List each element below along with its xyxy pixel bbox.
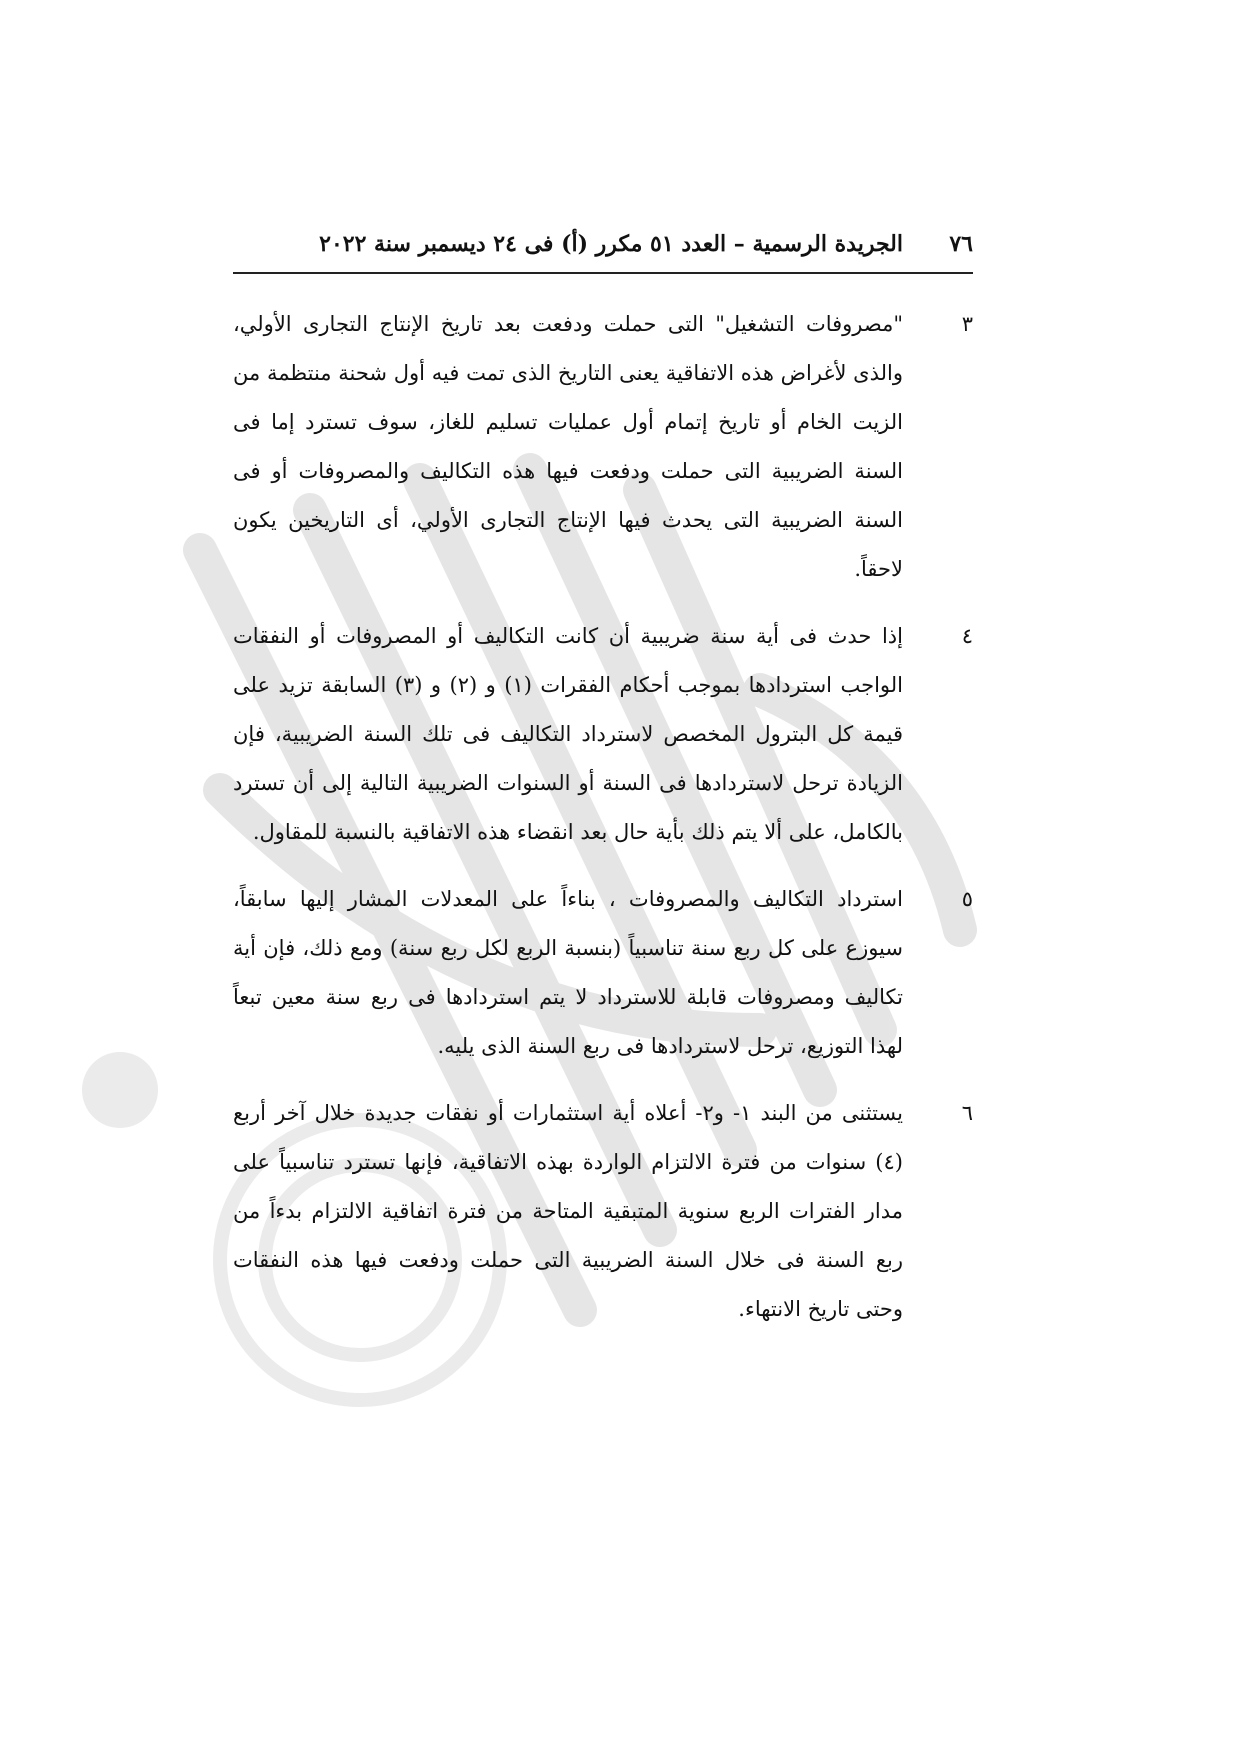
- gazette-title: الجريدة الرسمية – العدد ٥١ مكرر (أ) فى ٢٤ ديسمبر سنة ٢٠٢٢: [319, 231, 903, 257]
- clause-text: يستثنى من البند ١- و٢- أعلاه أية استثمارات أو نفقات جديدة خلال آخر أربع (٤) سنوات من فترة الالتزام الواردة بهذه الاتفاقية، فإنها تسترد تناسبياً على مدار الفترات الربع سنوية المتبقية المتاحة من فترة اتفاقية الالتزام بدءاً من ربع السنة فى خلال السنة الضريبية التى حملت ودفعت فيها هذه النفقات وحتى تاريخ الانتهاء.: [233, 1101, 903, 1321]
- clause-number: ٦: [961, 1101, 973, 1125]
- page-header: [233, 224, 973, 268]
- clause-number: ٣: [961, 312, 973, 336]
- clause-number: ٥: [961, 887, 973, 911]
- clause-item: [233, 875, 973, 1071]
- clause-text: "مصروفات التشغيل" التى حملت ودفعت بعد تاريخ الإنتاج التجارى الأولي، والذى لأغراض هذه الاتفاقية يعنى التاريخ الذى تمت فيه أول شحنة منتظمة من الزيت الخام أو تاريخ إتمام أول عمليات تسليم للغاز، سوف تسترد إما فى السنة الضريبية التى حملت ودفعت فيها هذه التكاليف والمصروفات أو فى السنة الضريبية التى يحدث فيها الإنتاج التجارى الأولي، أى التاريخين يكون لاحقاً.: [233, 312, 903, 581]
- clause-item: [233, 612, 973, 857]
- header-divider: [233, 272, 973, 274]
- clause-text: إذا حدث فى أية سنة ضريبية أن كانت التكاليف أو المصروفات أو النفقات الواجب استردادها بموجب أحكام الفقرات (١) و (٢) و (٣) السابقة تزيد على قيمة كل البترول المخصص لاسترداد التكاليف فى تلك السنة الضريبية، فإن الزيادة ترحل لاستردادها فى السنة أو السنوات الضريبية التالية إلى أن تسترد بالكامل، على ألا يتم ذلك بأية حال بعد انقضاء هذه الاتفاقية بالنسبة للمقاول.: [233, 624, 903, 844]
- clauses-list: [233, 300, 973, 1352]
- page-number: ٧٦: [949, 231, 973, 257]
- clause-item: [233, 1089, 973, 1334]
- clause-item: [233, 300, 973, 594]
- clause-number: ٤: [961, 624, 973, 648]
- clause-text: استرداد التكاليف والمصروفات ، بناءاً على المعدلات المشار إليها سابقاً، سيوزع على كل ربع سنة تناسبياً (بنسبة الربع لكل ربع سنة) ومع ذلك، فإن أية تكاليف ومصروفات قابلة للاسترداد لا يتم استردادها فى ربع سنة معين تبعاً لهذا التوزيع، ترحل لاستردادها فى ربع السنة الذى يليه.: [233, 887, 903, 1058]
